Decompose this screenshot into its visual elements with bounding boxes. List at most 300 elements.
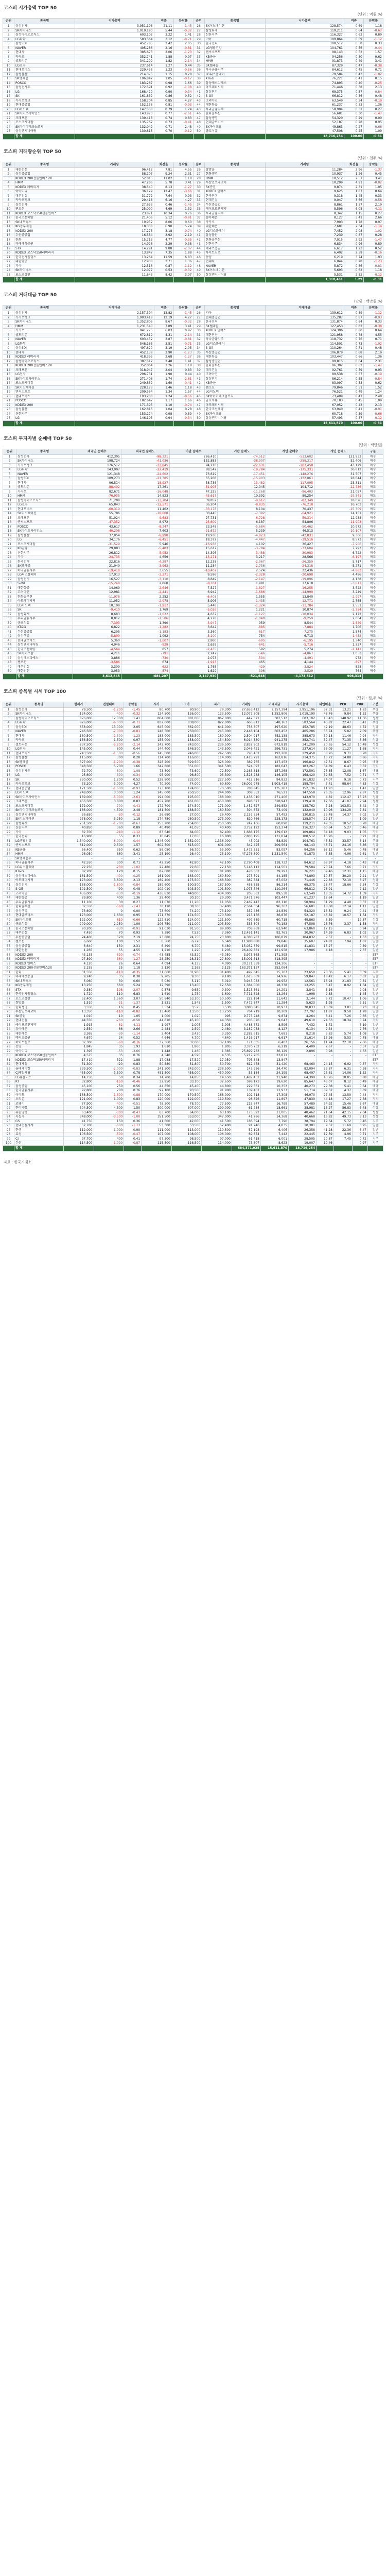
table-cell: -24,602 (121, 472, 169, 477)
table-cell: 매도 (363, 507, 383, 512)
table-cell: 46.82 (317, 913, 334, 918)
table-cell: 161,500 (64, 874, 94, 878)
table-cell: 352,064 (75, 364, 154, 368)
table-cell: 11.46 (334, 734, 353, 738)
table-cell: 115,500 (142, 1141, 172, 1146)
table-row (3, 821, 383, 826)
table-cell: 1.93 (124, 1045, 142, 1049)
table-cell: 97,000 (202, 1137, 232, 1141)
table-cell: 109,273 (73, 477, 121, 481)
table-cell: 일반 (368, 874, 383, 878)
table-cell: 1,000 (94, 1128, 124, 1132)
table-cell: 대한해운 (14, 1031, 64, 1036)
table-cell: 36,129 (75, 190, 154, 194)
table-cell: 242,106 (232, 821, 261, 826)
table-cell: -74,512 (218, 454, 266, 459)
table-cell: 458,585 (232, 883, 261, 887)
table-cell: 12.31 (334, 870, 353, 874)
table-cell: LG화학 (14, 37, 75, 42)
table-cell: 77,500 (202, 1101, 232, 1106)
table-cell: 1,860 (171, 1045, 202, 1049)
table-cell: 36 (193, 355, 204, 360)
table-cell: -0.38 (364, 324, 383, 329)
table-cell: -0.38 (364, 63, 383, 68)
table-cell: 170,500 (202, 913, 232, 918)
table-cell: 152,136 (75, 103, 154, 108)
table-cell: 995 (202, 1014, 232, 1019)
table-cell: 67 (3, 996, 14, 1001)
table-cell: 154,500 (202, 738, 232, 743)
table-cell: 1,352,806 (75, 320, 154, 325)
table-row (3, 533, 383, 538)
table-cell: -11,784 (266, 603, 314, 608)
table-cell: 2.42 (154, 42, 173, 46)
table-cell: 25,899,283 (232, 1049, 261, 1054)
table-cell: 21 (3, 795, 14, 800)
column-header: 비중 (154, 19, 173, 24)
table-cell: 80 (3, 1054, 14, 1058)
table-cell: KODEX 코스닥150선물인버스 (14, 1054, 64, 1058)
price-section-title: 코스피 종목별 시세 TOP 100 (4, 689, 66, 694)
table-cell: 매도 (363, 529, 383, 534)
table-cell: SK이노베이션 (16, 512, 73, 516)
table-cell: 41 (3, 883, 14, 887)
table-cell: 183,500 (171, 734, 202, 738)
table-cell: -0.44 (364, 46, 383, 50)
table-cell: 흥아해운 (14, 1027, 64, 1032)
table-cell: -8,835 (218, 503, 266, 507)
table-cell: 5,872 (265, 264, 344, 268)
table-cell: 쌍방울 (14, 1001, 64, 1006)
table-cell: 583,564 (289, 721, 317, 725)
table-cell: 109,864 (265, 37, 344, 42)
table-cell: 9,775,248 (232, 1014, 261, 1019)
table-cell: 198,724 (73, 459, 121, 464)
table-row (3, 918, 383, 922)
total-cell: 3,612,845 (73, 673, 121, 679)
table-cell: 12.96 (334, 791, 353, 795)
table-cell: 1,019,190 (289, 712, 317, 717)
table-cell: 34 (3, 852, 14, 857)
table-cell: 22 (3, 800, 14, 804)
table-cell: 3,642 (169, 625, 218, 630)
table-cell: 27,731 (169, 516, 218, 520)
table-cell: 10,209 (261, 1010, 289, 1014)
table-cell: 45,400 (171, 1084, 202, 1089)
table-cell: 4.55 (173, 167, 193, 172)
table-cell: -0.32 (124, 712, 142, 717)
table-cell: 11.02 (154, 176, 173, 181)
table-cell: 91,873 (265, 59, 344, 64)
table-cell: 342,800 (142, 765, 172, 769)
table-cell: 47,266 (75, 181, 154, 185)
table-cell: 43 (3, 891, 14, 896)
table-cell: KG동부제철 (14, 984, 64, 988)
table-cell: 0.33 (344, 103, 364, 108)
table-cell: 39,297 (261, 870, 289, 874)
table-cell: 2.12 (353, 887, 368, 892)
table-row (3, 216, 383, 221)
table-cell: 26,812 (73, 551, 121, 555)
total-cell (154, 420, 173, 426)
table-cell: 53,300 (142, 1124, 172, 1128)
table-cell: 38 (3, 617, 16, 621)
table-cell: SK증권 (204, 185, 265, 190)
table-cell: 44 (193, 390, 204, 395)
table-cell: SK (14, 777, 64, 782)
table-cell: 7,681 (265, 225, 344, 229)
table-cell: 271,406 (261, 795, 289, 800)
table-cell: 1.09 (124, 922, 142, 927)
table-cell: 1,205 (202, 948, 232, 953)
table-cell: 603,452 (75, 337, 154, 342)
table-cell: 2.48 (124, 808, 142, 813)
table-cell: 16.82 (317, 1115, 334, 1120)
table-cell: 89,800 (202, 926, 232, 931)
table-cell: 0.76 (124, 1089, 142, 1093)
table-cell: 10 (3, 494, 16, 499)
table-cell: 26,156 (289, 1040, 317, 1045)
table-cell: POSCO (16, 524, 73, 529)
table-cell: -5,052 (121, 551, 169, 555)
table-row (3, 86, 383, 90)
table-row (3, 652, 383, 656)
table-cell: NAVER (14, 730, 64, 734)
table-cell: - (353, 1058, 368, 1062)
column-header: 순위 (193, 306, 204, 311)
table-cell: 329,500 (171, 760, 202, 765)
table-row (3, 33, 383, 38)
table-cell: 30 (193, 42, 204, 46)
table-cell: 삼성에스디에스 (204, 81, 265, 86)
table-cell: 1,528,288 (232, 773, 261, 778)
table-cell: 103,447 (261, 896, 289, 901)
table-cell: 32.47 (317, 738, 334, 743)
table-cell: 5,271 (314, 564, 363, 569)
table-cell: 가치 (368, 751, 383, 756)
table-cell: HMM (14, 852, 64, 857)
table-cell: -5,684 (218, 524, 266, 529)
table-cell: 14.88 (334, 756, 353, 760)
table-cell: 10.48 (353, 742, 368, 747)
table-cell: 카카오 (16, 489, 73, 494)
table-cell: 26,680 (142, 812, 172, 817)
table-cell: 18 (3, 242, 14, 247)
table-cell: 10.52 (334, 821, 353, 826)
table-row (3, 935, 383, 940)
table-cell: 173,100 (142, 786, 172, 791)
table-row (3, 103, 383, 108)
table-cell: 42 (193, 94, 204, 99)
table-cell: 17 (3, 381, 14, 386)
table-cell: 0.28 (124, 756, 142, 760)
table-cell: 37,360 (142, 1040, 172, 1045)
table-cell: -1,040 (218, 617, 266, 621)
table-cell: 5.47 (317, 984, 334, 988)
table-cell: 1.04 (154, 408, 173, 412)
table-cell: 1,221 (218, 608, 266, 613)
table-cell: 0.71 (154, 125, 173, 129)
table-cell: 3,370,732 (232, 1045, 261, 1049)
table-cell: 139,418 (75, 116, 154, 121)
table-cell: SK아이이테크놀로지 (14, 808, 64, 813)
table-cell: 우량 (368, 712, 383, 717)
table-cell: 80,700 (142, 707, 172, 712)
table-cell: S-Oil (204, 94, 265, 99)
table-cell: 9,047 (261, 1019, 289, 1023)
table-cell: 497,620 (261, 725, 289, 730)
table-cell: 삼성중공업 (14, 172, 75, 177)
table-cell: -2,435 (169, 647, 218, 652)
table-cell: 186,000 (64, 808, 94, 813)
table-cell: 672,819 (261, 742, 289, 747)
table-cell: 876,000 (64, 716, 94, 721)
table-cell: -0.34 (173, 416, 193, 421)
table-cell: 삼성전자 (16, 454, 73, 459)
table-cell: 63,549 (289, 891, 317, 896)
table-row (3, 984, 383, 988)
table-cell: LG화학 (14, 721, 64, 725)
table-cell: - (353, 953, 368, 957)
table-cell: 23,800 (202, 935, 232, 940)
table-cell: 43.07 (317, 1080, 334, 1084)
table-cell: 성장 (368, 791, 383, 795)
table-cell: 9.58 (334, 1010, 353, 1014)
table-cell: 2.26 (154, 364, 173, 368)
total-cell (193, 420, 204, 426)
table-cell: 96,412 (75, 167, 154, 172)
table-cell: 1.18 (124, 966, 142, 971)
table-cell: SK네트웍스 (14, 979, 64, 984)
table-cell: 17.27 (334, 1097, 353, 1102)
table-cell: 0.87 (154, 264, 173, 268)
table-cell: 61,237 (289, 896, 317, 901)
table-cell: 42,000 (171, 1119, 202, 1124)
table-cell: 1.24 (364, 390, 383, 395)
table-cell: 26 (193, 311, 204, 316)
table-cell: 4,646 (142, 1036, 172, 1041)
table-cell: 14.59 (317, 931, 334, 936)
table-row (3, 121, 383, 125)
table-cell: 43,520 (171, 953, 202, 957)
table-cell: 가치 (368, 1071, 383, 1076)
table-cell: 41.07 (334, 800, 353, 804)
table-cell: 76,521 (261, 791, 289, 795)
table-cell: -259,317 (266, 459, 314, 464)
table-cell: 420 (94, 1062, 124, 1067)
table-cell: 93 (3, 1110, 14, 1115)
table-cell: 351,500 (142, 1115, 172, 1120)
table-cell: - (334, 961, 353, 966)
table-cell: -0.84 (124, 883, 142, 887)
table-cell: 116,327 (289, 826, 317, 831)
table-cell: 53 (3, 935, 14, 940)
table-row (3, 238, 383, 242)
table-cell: 39 (193, 368, 204, 372)
total-cell: -0.31 (364, 133, 383, 139)
table-cell: 0.71 (364, 337, 383, 342)
table-cell: 38 (193, 220, 204, 225)
table-cell: 215,647 (232, 1101, 261, 1106)
table-cell: 50 (94, 1075, 124, 1080)
total-cell (75, 133, 154, 139)
table-cell: 13,000 (94, 725, 124, 730)
table-cell: 196,842 (289, 760, 317, 765)
table-cell: HMM (204, 176, 265, 181)
table-cell: 5.41 (334, 1084, 353, 1089)
table-cell: 6,640 (64, 944, 94, 948)
table-cell: 8,573 (314, 538, 363, 543)
table-cell: 1.36 (173, 260, 193, 264)
table-cell: 4,486 (314, 573, 363, 578)
table-cell: 14 (3, 765, 14, 769)
table-cell: 1,010 (64, 1014, 94, 1019)
table-cell: - (334, 944, 353, 948)
table-cell: 19,007 (289, 1141, 317, 1146)
table-cell: 52,815 (75, 176, 154, 181)
table-cell: 49,863 (289, 918, 317, 922)
table-cell: 50 (3, 669, 16, 674)
table-cell: 394,672 (232, 808, 261, 813)
table-cell: -0.91 (124, 926, 142, 931)
table-row (3, 891, 383, 896)
table-cell: 매수 (363, 503, 383, 507)
table-cell: 매도 (363, 555, 383, 560)
table-cell: SK바이오사이언스 (16, 529, 73, 534)
table-cell: - (94, 856, 124, 861)
column-header: 거래량 (75, 162, 154, 167)
table-cell: POSCO (14, 81, 75, 86)
table-cell: -9,617 (218, 498, 266, 503)
table-cell: 33.57 (334, 839, 353, 843)
table-cell: 42 (3, 634, 16, 639)
table-cell: -1,632 (121, 612, 169, 617)
table-cell: 174,500 (171, 913, 202, 918)
total-cell (171, 1145, 202, 1151)
table-cell: 72,700 (64, 769, 94, 773)
table-cell: 59,847 (289, 975, 317, 979)
table-cell: 15,617 (169, 547, 218, 551)
table-cell: 3,800 (94, 800, 124, 804)
table-cell: 672,819 (75, 333, 154, 337)
table-cell: 56 (3, 948, 14, 953)
table-cell: KODEX 코스닥150선물인버스 (14, 211, 75, 216)
table-cell: 7 (3, 337, 14, 342)
table-cell: -198 (94, 988, 124, 992)
table-cell: 33 (3, 595, 16, 599)
table-cell: 5,717 (314, 560, 363, 564)
table-cell: 91,873 (289, 852, 317, 857)
table-cell: 183,000 (142, 734, 172, 738)
table-cell: 28 (193, 176, 204, 181)
table-cell: 153,274 (261, 826, 289, 831)
table-cell: 크래프톤 (14, 368, 75, 372)
table-cell: 0.43 (344, 72, 364, 77)
table-row (3, 77, 383, 81)
table-cell: 8,104 (218, 507, 266, 512)
table-cell: 8 (3, 342, 14, 346)
table-cell: 0.33 (364, 320, 383, 325)
table-cell: 2.90 (154, 350, 173, 355)
table-cell: 72,500 (202, 769, 232, 773)
table-cell: -10,107 (314, 529, 363, 534)
table-cell: 250,500 (202, 821, 232, 826)
table-cell: 135,287 (265, 315, 344, 320)
table-cell: 119,500 (202, 1097, 232, 1102)
table-cell: 8,218 (289, 1031, 317, 1036)
table-row (3, 229, 383, 233)
table-row (3, 887, 383, 892)
table-row (3, 765, 383, 769)
table-cell: 6.83 (124, 992, 142, 997)
table-cell: 4.27 (173, 198, 193, 203)
table-row (3, 320, 383, 325)
table-cell: 13.27 (317, 1106, 334, 1111)
table-cell: 2 (3, 172, 14, 177)
table-cell: -1.02 (364, 72, 383, 77)
table-cell: 6 (3, 190, 14, 194)
table-row (3, 350, 383, 355)
table-cell: 121,000 (64, 1097, 94, 1102)
table-cell: 205,362 (232, 891, 261, 896)
table-row (3, 260, 383, 264)
table-cell: 4 (3, 37, 14, 42)
table-row (3, 555, 383, 560)
table-cell: 497,620 (75, 346, 154, 351)
table-cell: 일반 (368, 1023, 383, 1027)
table-cell: 매수 (363, 538, 383, 543)
table-cell: 13 (3, 507, 16, 512)
table-cell: 1.27 (154, 63, 173, 68)
table-cell: -0.34 (173, 90, 193, 94)
table-cell: 17,520 (171, 1058, 202, 1062)
table-cell: 170,000 (142, 1093, 172, 1097)
table-cell: 52,187 (265, 121, 344, 125)
table-cell: 1,340,000 (64, 839, 94, 843)
table-cell: -3,500 (94, 1115, 124, 1120)
table-cell: 대한항공 (14, 260, 75, 264)
table-cell: 1,231,540 (75, 324, 154, 329)
table-cell: 0.64 (344, 359, 364, 364)
table-cell: 150 (94, 944, 124, 948)
table-cell: 현대차 (14, 50, 75, 55)
table-cell: 21 (3, 112, 14, 116)
table-cell: 한화 (14, 970, 64, 975)
table-cell: 147,558 (75, 107, 154, 112)
table-cell: 19 (3, 786, 14, 791)
table-cell: - (334, 935, 353, 940)
table-cell: 1,769 (121, 608, 169, 613)
column-header: 고가 (171, 702, 202, 707)
table-cell: 193,208 (261, 751, 289, 756)
table-cell: 5 (3, 725, 14, 730)
table-cell: 1,210 (142, 948, 172, 953)
table-cell: 13.59 (334, 1093, 353, 1097)
table-cell: -4,491 (266, 656, 314, 660)
table-row (3, 1128, 383, 1132)
table-row (3, 268, 383, 273)
column-header: 개인 순매도 (314, 449, 363, 454)
table-cell: 삼성중공업 (14, 944, 64, 948)
table-cell: 61,237 (265, 103, 344, 108)
table-cell: 171,395 (261, 953, 289, 957)
table-cell: 0.48 (124, 887, 142, 892)
table-cell: 매수 (363, 551, 383, 555)
table-cell: 27 (3, 568, 16, 573)
table-cell: 매도 (363, 647, 383, 652)
table-cell: 7,293 (314, 547, 363, 551)
table-cell: 0.66 (353, 1014, 368, 1019)
